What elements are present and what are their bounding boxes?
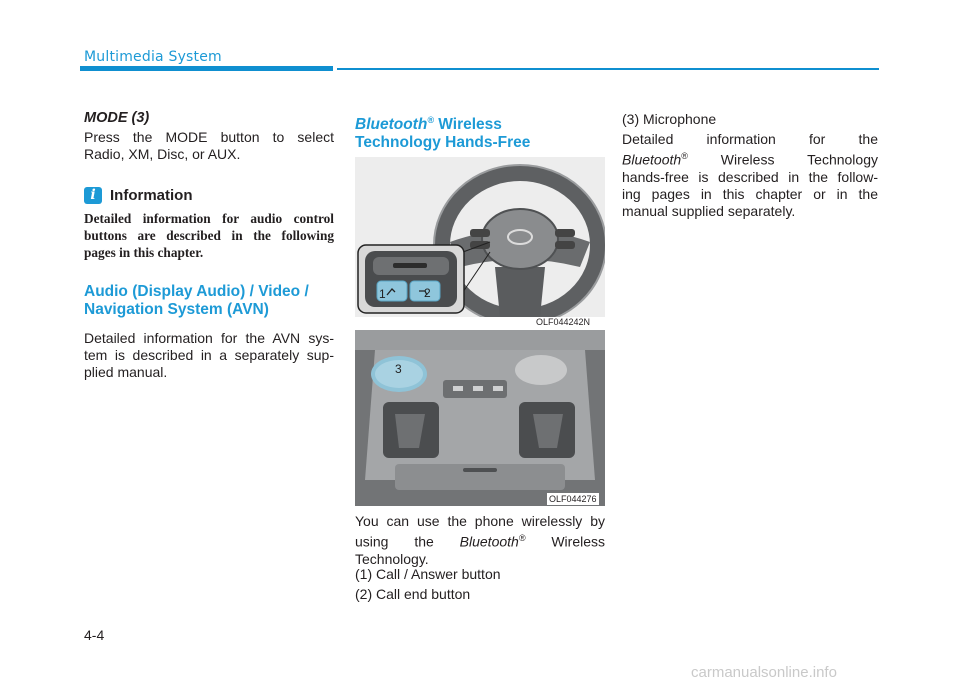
callout-2: 2	[424, 286, 431, 300]
bluetooth-detail-body: Detailed information for the Bluetooth® Wireless Technology hands-free is described in the follow- ing pages in this chapter or in the manual supplied separately.	[622, 131, 878, 219]
avn-body: Detailed information for the AVN sys- tem is described in a separately sup- plied manual.	[84, 330, 334, 380]
figure2-caption: OLF044276	[549, 494, 597, 504]
item-call-answer: (1) Call / Answer button	[355, 566, 501, 582]
section-title: Multimedia System	[84, 49, 222, 65]
mode-heading: MODE (3)	[84, 110, 150, 126]
callout-1: 1	[379, 287, 386, 301]
info-body: Detailed information for audio control buttons are described in the following pages in this chapter.	[84, 211, 334, 260]
info-icon: i	[84, 187, 102, 204]
figure1-caption: OLF044242N	[536, 317, 591, 327]
steering-wheel-photo	[355, 157, 605, 317]
bluetooth-heading: Bluetooth® Wireless Technology Hands-Free	[355, 115, 531, 152]
overhead-console-photo	[355, 330, 605, 506]
avn-heading: Audio (Display Audio) / Video / Navigation System (AVN)	[84, 283, 309, 318]
header-rule	[337, 68, 879, 70]
mode-body: Press the MODE button to select Radio, XM, Disc, or AUX.	[84, 129, 334, 162]
page-number: 4-4	[84, 627, 105, 643]
item-call-end: (2) Call end button	[355, 586, 471, 602]
info-heading: Information	[110, 187, 193, 204]
site-watermark: carmanualsonline.info	[691, 664, 837, 681]
callout-3: 3	[395, 362, 402, 376]
header-accent-bar	[80, 66, 333, 71]
item-microphone: (3) Microphone	[622, 111, 717, 127]
bluetooth-intro: You can use the phone wirelessly by using the Bluetooth® Wireless Technology.	[355, 513, 605, 567]
